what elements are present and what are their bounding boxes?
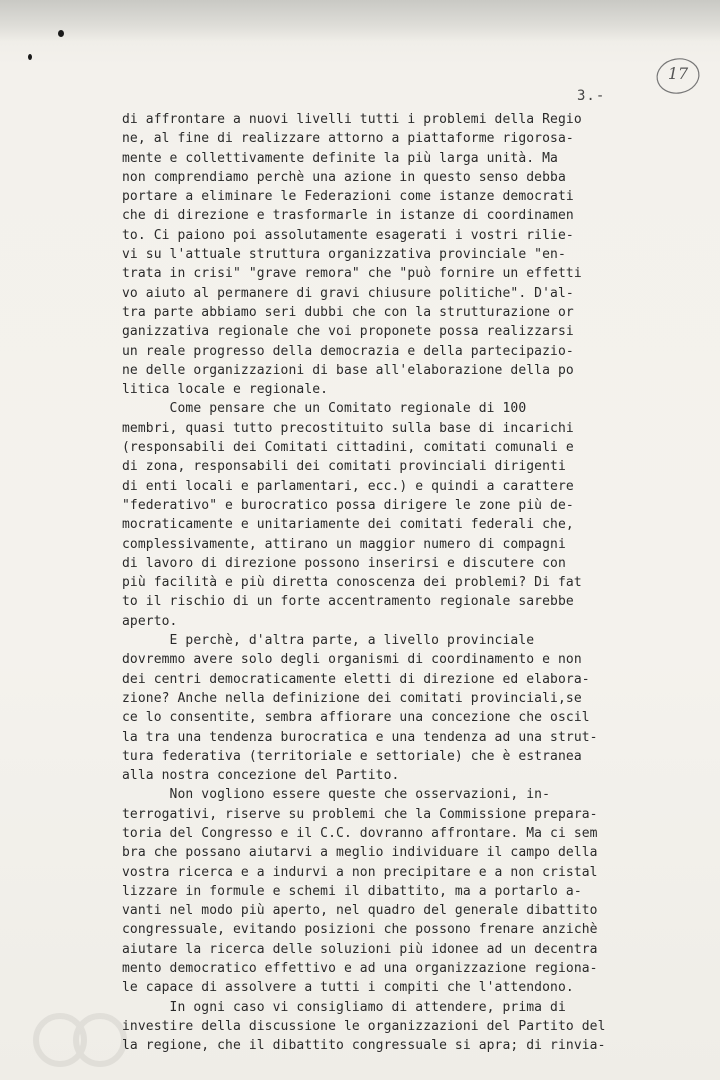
- text-line: più facilità e più diretta conoscenza dei problemi? Di fat: [122, 575, 582, 591]
- text-line: di enti locali e parlamentari, ecc.) e quindi a carattere: [122, 478, 574, 494]
- text-line: ne delle organizzazioni di base all'elaborazione della po: [122, 362, 574, 378]
- text-line: vi su l'attuale struttura organizzativa provinciale "en-: [122, 247, 566, 263]
- archive-stamp: [655, 56, 701, 96]
- text-line: ce lo consentite, sembra affiorare una concezione che oscil: [122, 710, 590, 726]
- text-line: le capace di assolvere a tutti i compiti che l'attendono.: [122, 980, 574, 996]
- text-line: membri, quasi tutto precostituito sulla base di incarichi: [122, 420, 574, 436]
- text-line: portare a eliminare le Federazioni come istanze democrati: [122, 189, 574, 205]
- text-line: di zona, responsabili dei comitati provinciali dirigenti: [122, 459, 566, 475]
- archive-watermark: [20, 1010, 140, 1070]
- text-line: (responsabili dei Comitati cittadini, comitati comunali e: [122, 440, 574, 456]
- text-line: trata in crisi" "grave remora" che "può fornire un effetti: [122, 266, 582, 282]
- text-line: to il rischio di un forte accentramento regionale sarebbe: [122, 594, 574, 610]
- text-line: terrogativi, riserve su problemi che la Commissione prepara-: [122, 806, 598, 822]
- text-line: zione? Anche nella definizione dei comitati provinciali,se: [122, 690, 582, 706]
- text-line: In ogni caso vi consigliamo di attendere, prima di: [122, 999, 566, 1015]
- punch-mark: [28, 54, 32, 60]
- text-line: alla nostra concezione del Partito.: [122, 768, 400, 784]
- text-line: lizzare in formule e schemi il dibattito, ma a portarlo a-: [122, 883, 582, 899]
- text-line: tra parte abbiamo seri dubbi che con la strutturazione or: [122, 304, 574, 320]
- text-line: investire della discussione le organizzazioni del Partito del: [122, 1018, 606, 1034]
- text-line: dovremmo avere solo degli organismi di coordinamento e non: [122, 652, 582, 668]
- text-line: mente e collettivamente definite la più larga unità. Ma: [122, 150, 558, 166]
- text-line: vo aiuto al permanere di gravi chiusure politiche". D'al-: [122, 285, 574, 301]
- text-line: un reale progresso della democrazia e della partecipazio-: [122, 343, 574, 359]
- text-line: congressuale, evitando posizioni che possono frenare anzichè: [122, 922, 598, 938]
- scan-top-edge: [0, 0, 720, 42]
- text-line: toria del Congresso e il C.C. dovranno affrontare. Ma ci sem: [122, 825, 598, 841]
- text-line: che di direzione e trasformarle in istanze di coordinamen: [122, 208, 574, 224]
- punch-mark: [58, 30, 64, 37]
- text-line: la regione, che il dibattito congressuale si apra; di rinvia-: [122, 1038, 606, 1054]
- text-line: mocraticamente e unitariamente dei comitati federali che,: [122, 517, 574, 533]
- text-line: litica locale e regionale.: [122, 382, 329, 398]
- text-line: la tra una tendenza burocratica e una tendenza ad una strut-: [122, 729, 598, 745]
- text-line: aperto.: [122, 613, 178, 629]
- text-line: E perchè, d'altra parte, a livello provinciale: [122, 633, 535, 649]
- archive-stamp-number: 17: [667, 64, 689, 83]
- text-line: ganizzativa regionale che voi proponete possa realizzarsi: [122, 324, 574, 340]
- text-line: ne, al fine di realizzare attorno a piattaforme rigorosa-: [122, 131, 574, 147]
- text-line: di lavoro di direzione possono inserirsi e discutere con: [122, 555, 566, 571]
- text-line: non comprendiamo perchè una azione in questo senso debba: [122, 169, 566, 185]
- text-line: di affrontare a nuovi livelli tutti i problemi della Regio: [122, 112, 582, 127]
- text-line: tura federativa (territoriale e settoriale) che è estranea: [122, 748, 582, 764]
- text-line: Come pensare che un Comitato regionale di 100: [122, 401, 527, 417]
- text-line: complessivamente, attirano un maggior numero di compagni: [122, 536, 566, 552]
- text-line: mento democratico effettivo e ad una organizzazione regiona-: [122, 961, 598, 977]
- text-line: to. Ci paiono poi assolutamente esagerati i vostri rilie-: [122, 227, 574, 243]
- letter-body: [122, 110, 652, 1056]
- page-number: 3.-: [577, 88, 606, 104]
- text-line: "federativo" e burocratico possa dirigere le zone più de-: [122, 497, 574, 513]
- text-line: Non vogliono essere queste che osservazioni, in-: [122, 787, 551, 803]
- text-line: bra che possano aiutarvi a meglio individuare il campo della: [122, 845, 598, 861]
- text-line: vanti nel modo più aperto, nel quadro del generale dibattito: [122, 903, 598, 919]
- text-line: dei centri democraticamente eletti di direzione ed elabora-: [122, 671, 590, 687]
- text-line: aiutare la ricerca delle soluzioni più idonee ad un decentra: [122, 941, 598, 957]
- text-line: vostra ricerca e a indurvi a non precipitare e a non cristal: [122, 864, 598, 880]
